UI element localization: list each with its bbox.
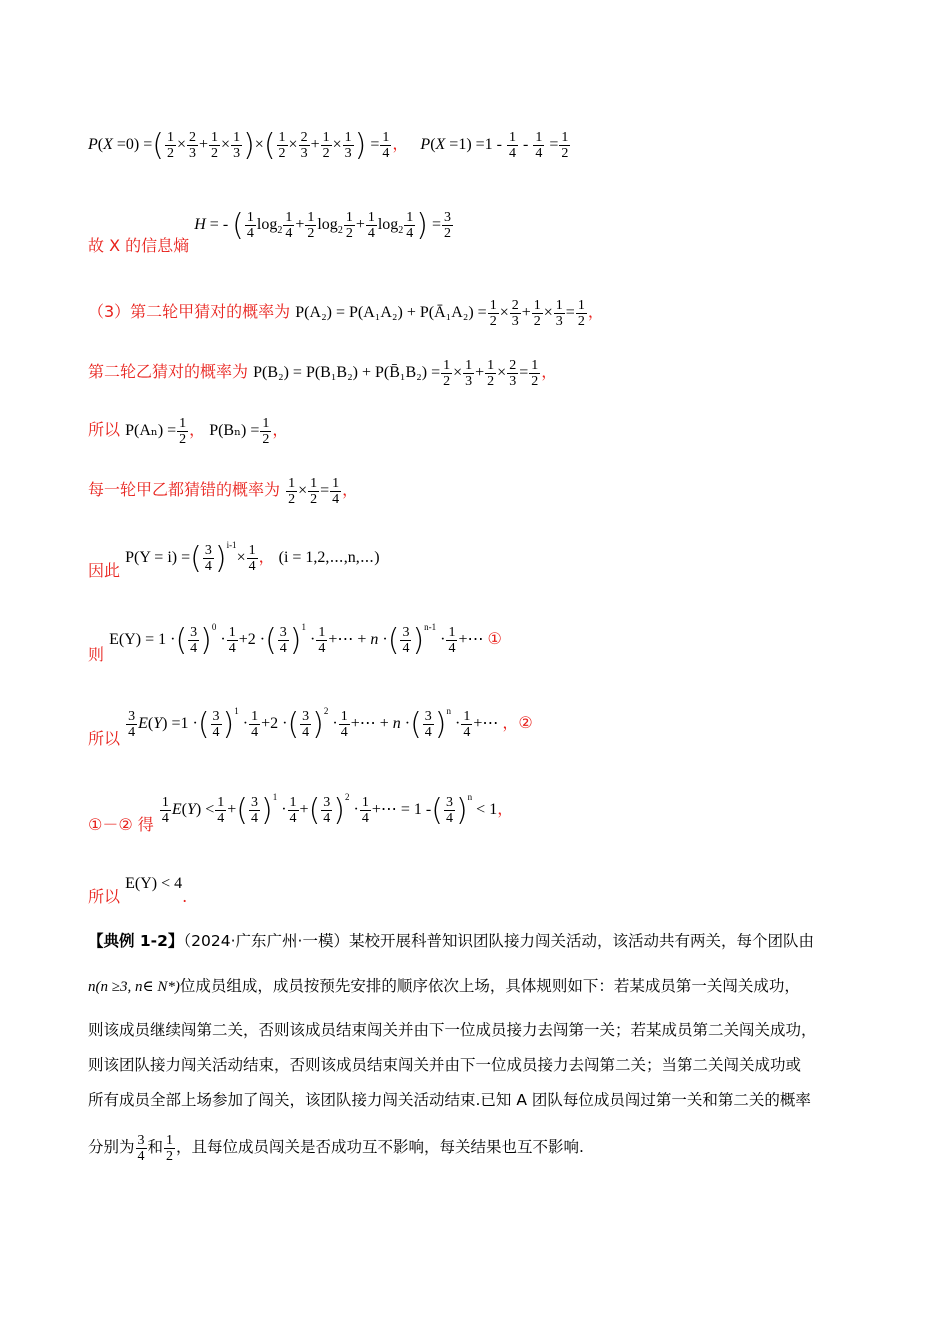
line-diff: ①－② 得 $\frac{1}{4}$ E(Y) < $\frac{1}{4}$ +( $\frac{3}{4}$ )$^1$ · $\frac{1}{4}$ +( $\frac{3}{4}$ )$^2$ · $\frac{1}{4}$ +⋯ = 1 -( $\frac{3}{4}$ )$^n$ < 1，: [88, 792, 514, 834]
line-pn: 所以 P(Aₙ) = $\frac{1}{2}$ ， P(Bₙ) = $\frac{1}{2}$ ，: [88, 416, 289, 447]
example-line-4: 则该团队接力闯关活动结束，否则该成员结束闯关并由下一位成员接力去闯第二关；当第二关闯关成功或: [88, 1056, 802, 1074]
line-b2: 第二轮乙猜对的概率为 P(B₂) = P(B₁B₂) + P(B̄₁B₂) = $\frac{1}{2}$ × $\frac{1}{3}$ + $\frac{1}{2}$ × $\frac{2}{3}$ = $\frac{1}{2}$ ，: [88, 358, 558, 389]
line-both-wrong: 每一轮甲乙都猜错的概率为 $\frac{1}{2}$ × $\frac{1}{2}$ = $\frac{1}{4}$ ，: [88, 476, 359, 507]
example-tag: 【典例 1-2】: [88, 932, 184, 950]
ey-label: 则: [88, 645, 105, 664]
equation-px0: P(X =0) =( $\frac{1}{2}$ × $\frac{2}{3}$ + $\frac{1}{2}$ × $\frac{1}{3}$ )×( $\frac{1}{2}$ × $\frac{2}{3}$ + $\frac{1}{2}$ × $\frac{1}{3}$ ) = $\frac{1}{4}$ ， P(X =1) =1 - $\frac{1}{4}$ - $\frac{1}{4}$ = $\frac{1}{2}$: [88, 128, 571, 163]
a2-label: （3）第二轮甲猜对的概率为: [88, 302, 291, 322]
line-conclusion: 所以 E(Y) < 4.: [88, 875, 188, 906]
line-py: 因此 P(Y = i) =( $\frac{3}{4}$ )$^{i-1}$× $\frac{1}{4}$ ， (i = 1,2,⋯,n,⋯): [88, 540, 380, 580]
b2-label: 第二轮乙猜对的概率为: [88, 362, 249, 382]
equation-px1: P(X =1) =1 - $\frac{1}{4}$ - $\frac{1}{4}$ = $\frac{1}{2}$: [420, 130, 569, 161]
34ey-label: 所以: [88, 729, 121, 748]
pn-label: 所以: [88, 420, 121, 440]
example-line-2: n(n ≥3, n∈ N*)位成员组成，成员按预先安排的顺序依次上场，具体规则如下：若某成员第一关闯关成功，: [88, 977, 800, 995]
line-34ey: 所以 $\frac{3}{4}$ E(Y) =1 ·( $\frac{3}{4}$ )$^1$ · $\frac{1}{4}$ +2 ·( $\frac{3}{4}$ )$^2$ · $\frac{1}{4}$ +⋯ + n ·( $\frac{3}{4}$ )$^n$ · $\frac{1}{4}$ +⋯ ，②: [88, 706, 533, 748]
example-line-1: 【典例 1-2】（2024·广东广州·一模）某校开展科普知识团队接力闯关活动，该活动共有两关，每个团队由: [88, 932, 814, 950]
entropy-equation: H = - ( $\frac{1}{4}$ $\log_2$ $\frac{1}{4}$ + $\frac{1}{2}$ $\log_2$ $\frac{1}{2}$ + $\frac{1}{4}$ $\log_2$ $\frac{1}{4}$ ) = $\frac{3}{2}$: [194, 208, 452, 243]
diff-label: ①－② 得: [88, 815, 154, 834]
both-wrong-label: 每一轮甲乙都猜错的概率为: [88, 480, 281, 500]
line-a2: （3）第二轮甲猜对的概率为 P(A₂) = P(A₁A₂) + P(Ā₁A₂) = $\frac{1}{2}$ × $\frac{2}{3}$ + $\frac{1}{2}$ × $\frac{1}{3}$ = $\frac{1}{2}$ ，: [88, 298, 604, 329]
py-label: 因此: [88, 561, 121, 580]
example-line-3: 则该成员继续闯第二关，否则该成员结束闯关并由下一位成员接力去闯第一关；若某成员第二关闯关成功，: [88, 1021, 817, 1039]
entropy-label: 故 X 的信息熵: [88, 236, 190, 256]
line-ey: 则 E(Y) = 1 ·( $\frac{3}{4}$ )$^0$ · $\frac{1}{4}$ +2 ·( $\frac{3}{4}$ )$^1$ · $\frac{1}{4}$ +⋯ + n ·( $\frac{3}{4}$ )$^{n-1}$ · $\frac{1}{4}$ +⋯ ①: [88, 622, 502, 664]
example-line-5: 所有成员全部上场参加了闯关，该团队接力闯关活动结束.已知 A 团队每位成员闯过第一关和第二关的概率: [88, 1091, 811, 1109]
example-line-6: 分别为 $\frac{3}{4}$ 和 $\frac{1}{2}$ ，且每位成员闯关是否成功互不影响，每关结果也互不影响.: [88, 1132, 584, 1164]
conclusion-label: 所以: [88, 887, 121, 906]
example-paragraph: [88, 924, 868, 1165]
entropy-line: [88, 208, 454, 256]
